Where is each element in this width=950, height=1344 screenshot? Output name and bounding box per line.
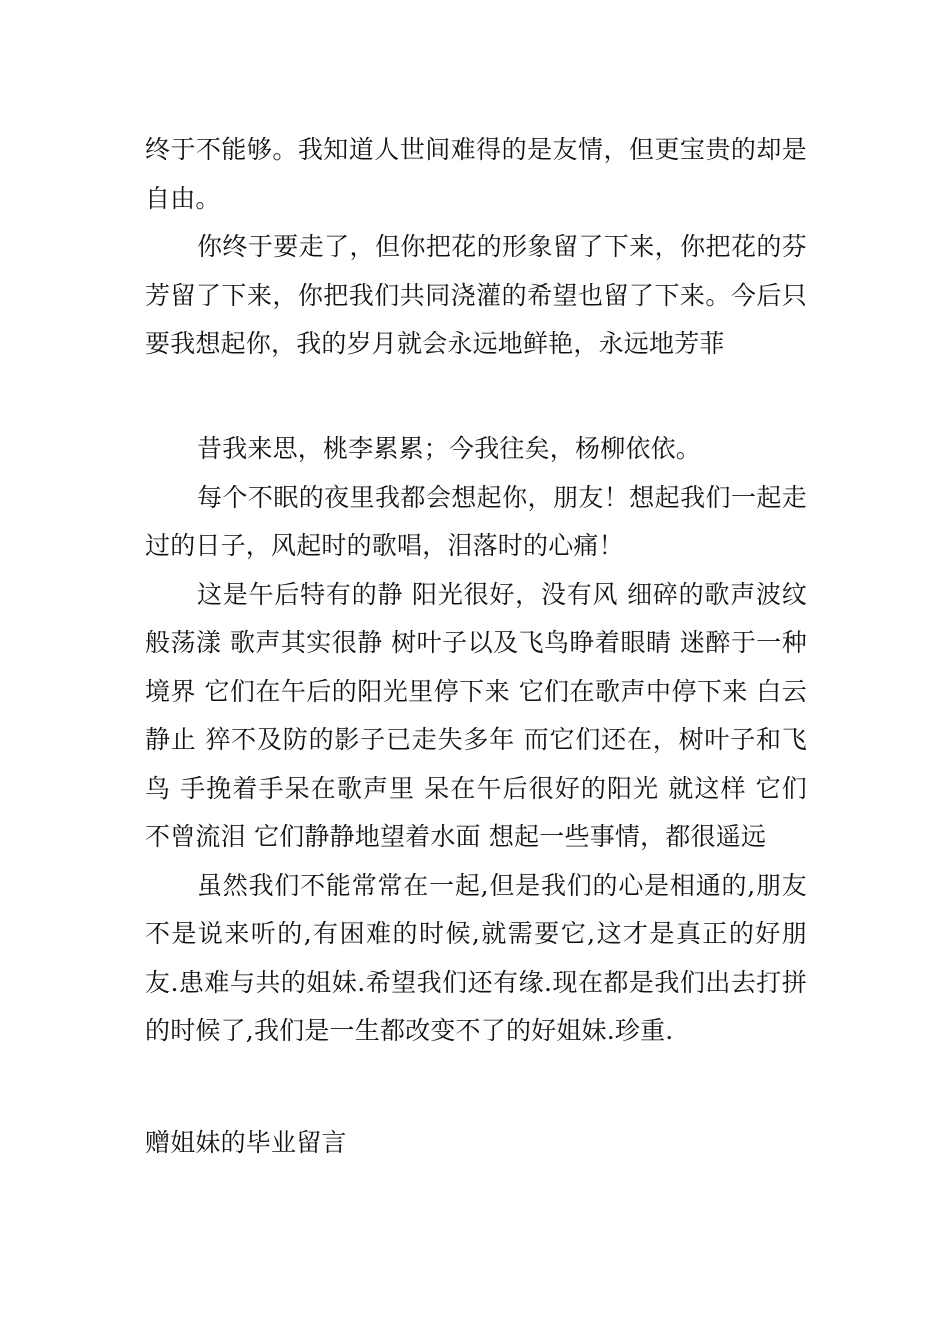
text-block-main <box>145 425 807 1056</box>
section-title-block <box>145 1119 807 1167</box>
paragraph-afternoon-quiet: 这是午后特有的静 阳光很好，没有风 细碎的歌声波纹般荡漾 歌声其实很静 树叶子以及飞鸟睁着眼睛 迷醉于一种境界 它们在午后的阳光里停下来 它们在歌声中停下来 白云静止 猝不及防的影子已走失多年 而它们还在，树叶子和飞鸟 手挽着手呆在歌声里 呆在午后很好的阳光 就这样 它们不曾流泪 它们静静地望着水面 想起一些事情，都很遥远 <box>145 579 807 851</box>
paragraph-farewell-flower: 你终于要走了，但你把花的形象留了下来，你把花的芬芳留了下来，你把我们共同浇灌的希望也留了下来。今后只要我想起你，我的岁月就会永远地鲜艳，永远地芳菲 <box>145 232 807 358</box>
paragraph-good-sisters: 虽然我们不能常常在一起,但是我们的心是相通的,朋友不是说来听的,有困难的时候,就需要它,这才是真正的好朋友.患难与共的姐妹.希望我们还有缘.现在都是我们出去打拼的时候了,我们是一生都改变不了的好姐妹.珍重. <box>145 870 807 1045</box>
text-block-top <box>145 126 807 369</box>
paragraph-continuation: 终于不能够。我知道人世间难得的是友情，但更宝贵的却是自由。 <box>145 135 807 213</box>
paragraph-poem-quote: 昔我来思，桃李累累；今我往矣，杨柳依依。 <box>197 434 702 463</box>
section-title: 赠姐妹的毕业留言 <box>145 1128 347 1157</box>
paragraph-sleepless-night: 每个不眠的夜里我都会想起你，朋友！想起我们一起走过的日子，风起时的歌唱，泪落时的心痛！ <box>145 482 807 560</box>
